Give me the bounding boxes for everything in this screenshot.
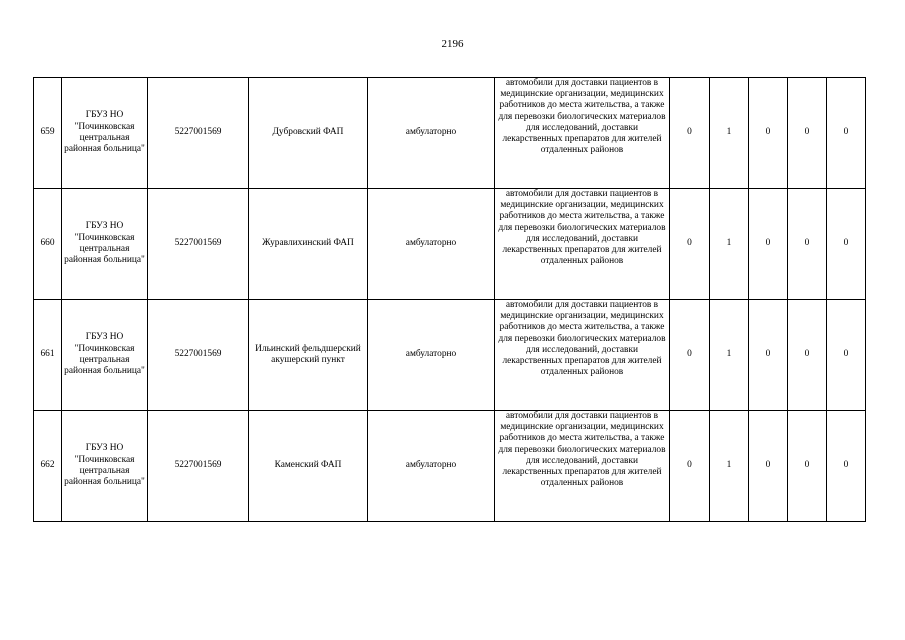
- row-number: 660: [34, 189, 62, 300]
- count-cell: 0: [788, 78, 827, 189]
- facility-name: Каменский ФАП: [249, 411, 368, 522]
- facility-name: Дубровский ФАП: [249, 78, 368, 189]
- care-type: амбулаторно: [368, 189, 495, 300]
- table-row: [34, 300, 866, 411]
- count-cell: 0: [827, 411, 866, 522]
- vehicle-purpose: автомобили для доставки пациентов в медицинские организации, медицинских работников до места жительства, а также для перевозки биологических материалов для исследований, доставки лекарственных препаратов для жителей отдаленных районов: [495, 411, 670, 522]
- count-cell: 0: [749, 78, 788, 189]
- count-cell: 1: [710, 189, 749, 300]
- count-cell: 1: [710, 78, 749, 189]
- count-cell: 0: [670, 189, 710, 300]
- facility-name: Журавлихинский ФАП: [249, 189, 368, 300]
- count-cell: 0: [670, 300, 710, 411]
- count-cell: 0: [749, 300, 788, 411]
- inn-value: 5227001569: [148, 78, 249, 189]
- organization-name: ГБУЗ НО "Починковская центральная районная больница": [62, 189, 148, 300]
- row-number: 659: [34, 78, 62, 189]
- vehicle-purpose: автомобили для доставки пациентов в медицинские организации, медицинских работников до места жительства, а также для перевозки биологических материалов для исследований, доставки лекарственных препаратов для жителей отдаленных районов: [495, 300, 670, 411]
- inn-value: 5227001569: [148, 189, 249, 300]
- organization-name: ГБУЗ НО "Починковская центральная районная больница": [62, 78, 148, 189]
- count-cell: 1: [710, 411, 749, 522]
- count-cell: 0: [670, 78, 710, 189]
- count-cell: 0: [670, 411, 710, 522]
- table-row: [34, 189, 866, 300]
- count-cell: 0: [788, 411, 827, 522]
- row-number: 662: [34, 411, 62, 522]
- inn-value: 5227001569: [148, 411, 249, 522]
- row-number: 661: [34, 300, 62, 411]
- facility-name: Ильинский фельдшерский акушерский пункт: [249, 300, 368, 411]
- organization-name: ГБУЗ НО "Починковская центральная районная больница": [62, 300, 148, 411]
- count-cell: 0: [749, 189, 788, 300]
- care-type: амбулаторно: [368, 411, 495, 522]
- count-cell: 0: [788, 189, 827, 300]
- table-row: [34, 411, 866, 522]
- care-type: амбулаторно: [368, 78, 495, 189]
- data-table: [33, 77, 866, 522]
- count-cell: 0: [827, 78, 866, 189]
- inn-value: 5227001569: [148, 300, 249, 411]
- vehicle-purpose: автомобили для доставки пациентов в медицинские организации, медицинских работников до места жительства, а также для перевозки биологических материалов для исследований, доставки лекарственных препаратов для жителей отдаленных районов: [495, 189, 670, 300]
- count-cell: 0: [827, 189, 866, 300]
- organization-name: ГБУЗ НО "Починковская центральная районная больница": [62, 411, 148, 522]
- count-cell: 0: [749, 411, 788, 522]
- vehicle-purpose: автомобили для доставки пациентов в медицинские организации, медицинских работников до места жительства, а также для перевозки биологических материалов для исследований, доставки лекарственных препаратов для жителей отдаленных районов: [495, 78, 670, 189]
- care-type: амбулаторно: [368, 300, 495, 411]
- count-cell: 1: [710, 300, 749, 411]
- count-cell: 0: [788, 300, 827, 411]
- page-number: 2196: [441, 38, 464, 50]
- table-row: [34, 78, 866, 189]
- count-cell: 0: [827, 300, 866, 411]
